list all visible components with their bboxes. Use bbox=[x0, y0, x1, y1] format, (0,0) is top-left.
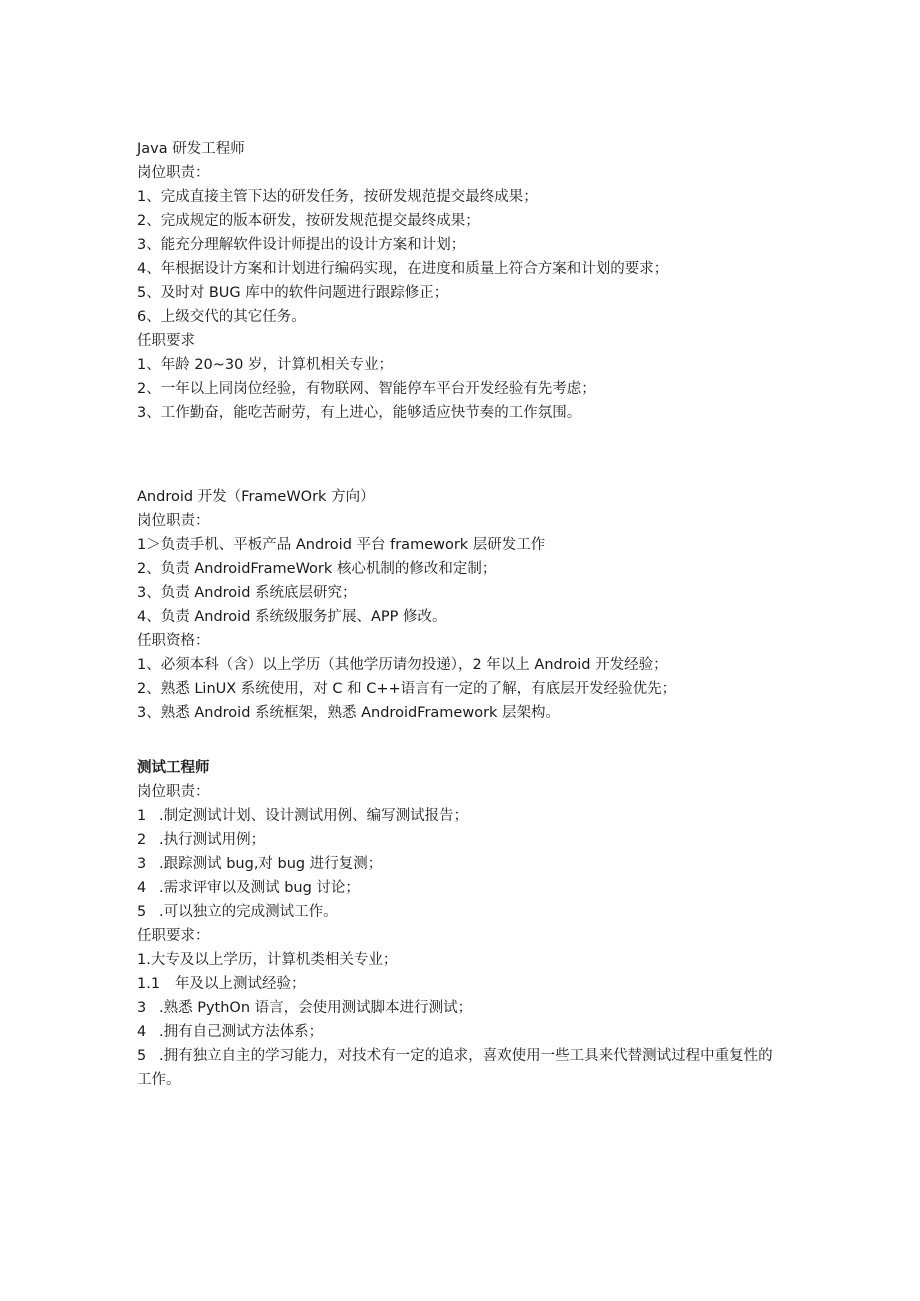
java-req-heading: 任职要求 bbox=[137, 333, 195, 349]
item-text: .拥有自己测试方法体系； bbox=[159, 1024, 324, 1040]
android-title: Android 开发（FrameWOrk 方向） bbox=[137, 489, 375, 505]
java-duty-item: 4、年根据设计方案和计划进行编码实现，在进度和质量上符合方案和计划的要求； bbox=[137, 261, 669, 277]
java-duty-item: 5、及时对 BUG 库中的软件问题进行跟踪修正； bbox=[137, 285, 449, 301]
test-req-item bbox=[137, 996, 787, 1020]
android-req-item: 1、必须本科（含）以上学历（其他学历请勿投递），2 年以上 Android 开发经验； bbox=[137, 657, 668, 673]
java-title: Java 研发工程师 bbox=[137, 141, 245, 157]
test-req-item bbox=[137, 948, 787, 972]
android-duty-item: 4、负责 Android 系统级服务扩展、APP 修改。 bbox=[137, 609, 447, 625]
android-duty-item: 3、负责 Android 系统底层研究； bbox=[137, 585, 357, 601]
test-duty-item bbox=[137, 804, 787, 828]
test-req-item bbox=[137, 1044, 787, 1092]
test-req-item bbox=[137, 1020, 787, 1044]
test-req-heading: 任职要求： bbox=[137, 928, 210, 944]
item-text: .拥有独立自主的学习能力，对技术有一定的追求，喜欢使用一些工具来代替测试过程中重复性的工作。 bbox=[137, 1048, 773, 1088]
android-req-item: 3、熟悉 Android 系统框架，熟悉 AndroidFramework 层架构。 bbox=[137, 705, 561, 721]
test-duties-heading: 岗位职责： bbox=[137, 784, 210, 800]
item-text: .制定测试计划、设计测试用例、编写测试报告； bbox=[159, 808, 469, 824]
java-duty-item: 1、完成直接主管下达的研发任务，按研发规范提交最终成果； bbox=[137, 189, 538, 205]
item-number: 3 bbox=[137, 1000, 147, 1016]
item-text: .可以独立的完成测试工作。 bbox=[159, 904, 338, 920]
android-section bbox=[137, 485, 787, 725]
item-number: 1.1 bbox=[137, 976, 161, 992]
item-text: .执行测试用例； bbox=[159, 832, 266, 848]
java-req-item: 2、一年以上同岗位经验，有物联网、智能停车平台开发经验有先考虑； bbox=[137, 381, 596, 397]
item-number: 2 bbox=[137, 832, 147, 848]
test-duty-item bbox=[137, 828, 787, 852]
android-duties-heading: 岗位职责： bbox=[137, 513, 210, 529]
test-title: 测试工程师 bbox=[137, 760, 210, 776]
item-number: 5 bbox=[137, 1048, 147, 1064]
android-duty-item: 1＞负责手机、平板产品 Android 平台 framework 层研发工作 bbox=[137, 537, 546, 553]
java-section bbox=[137, 137, 787, 425]
item-number: 1 bbox=[137, 808, 147, 824]
test-section bbox=[137, 756, 787, 1092]
item-text: .需求评审以及测试 bug 讨论； bbox=[159, 880, 360, 896]
test-duty-item bbox=[137, 900, 787, 924]
item-text: .跟踪测试 bug,对 bug 进行复测； bbox=[159, 856, 383, 872]
test-duty-item bbox=[137, 852, 787, 876]
test-req-item bbox=[137, 972, 787, 996]
item-number: 4 bbox=[137, 1024, 147, 1040]
android-req-heading: 任职资格： bbox=[137, 633, 210, 649]
java-duty-item: 2、完成规定的版本研发，按研发规范提交最终成果； bbox=[137, 213, 480, 229]
java-duties-heading: 岗位职责： bbox=[137, 165, 210, 181]
item-text: .熟悉 PythOn 语言，会使用测试脚本进行测试； bbox=[159, 1000, 473, 1016]
item-text: 年及以上测试经验； bbox=[175, 976, 306, 992]
test-duty-item bbox=[137, 876, 787, 900]
item-number: 5 bbox=[137, 904, 147, 920]
java-duty-item: 6、上级交代的其它任务。 bbox=[137, 309, 306, 325]
java-req-item: 1、年龄 20~30 岁，计算机相关专业； bbox=[137, 357, 393, 373]
item-number: 3 bbox=[137, 856, 147, 872]
java-duty-item: 3、能充分理解软件设计师提出的设计方案和计划； bbox=[137, 237, 466, 253]
android-duty-item: 2、负责 AndroidFrameWork 核心机制的修改和定制； bbox=[137, 561, 497, 577]
android-req-item: 2、熟悉 LinUX 系统使用，对 C 和 C++语言有一定的了解，有底层开发经验优先； bbox=[137, 681, 677, 697]
item-number: 4 bbox=[137, 880, 147, 896]
java-req-item: 3、工作勤奋，能吃苦耐劳，有上进心，能够适应快节奏的工作氛围。 bbox=[137, 405, 582, 421]
item-text: 1.大专及以上学历，计算机类相关专业； bbox=[137, 952, 398, 968]
